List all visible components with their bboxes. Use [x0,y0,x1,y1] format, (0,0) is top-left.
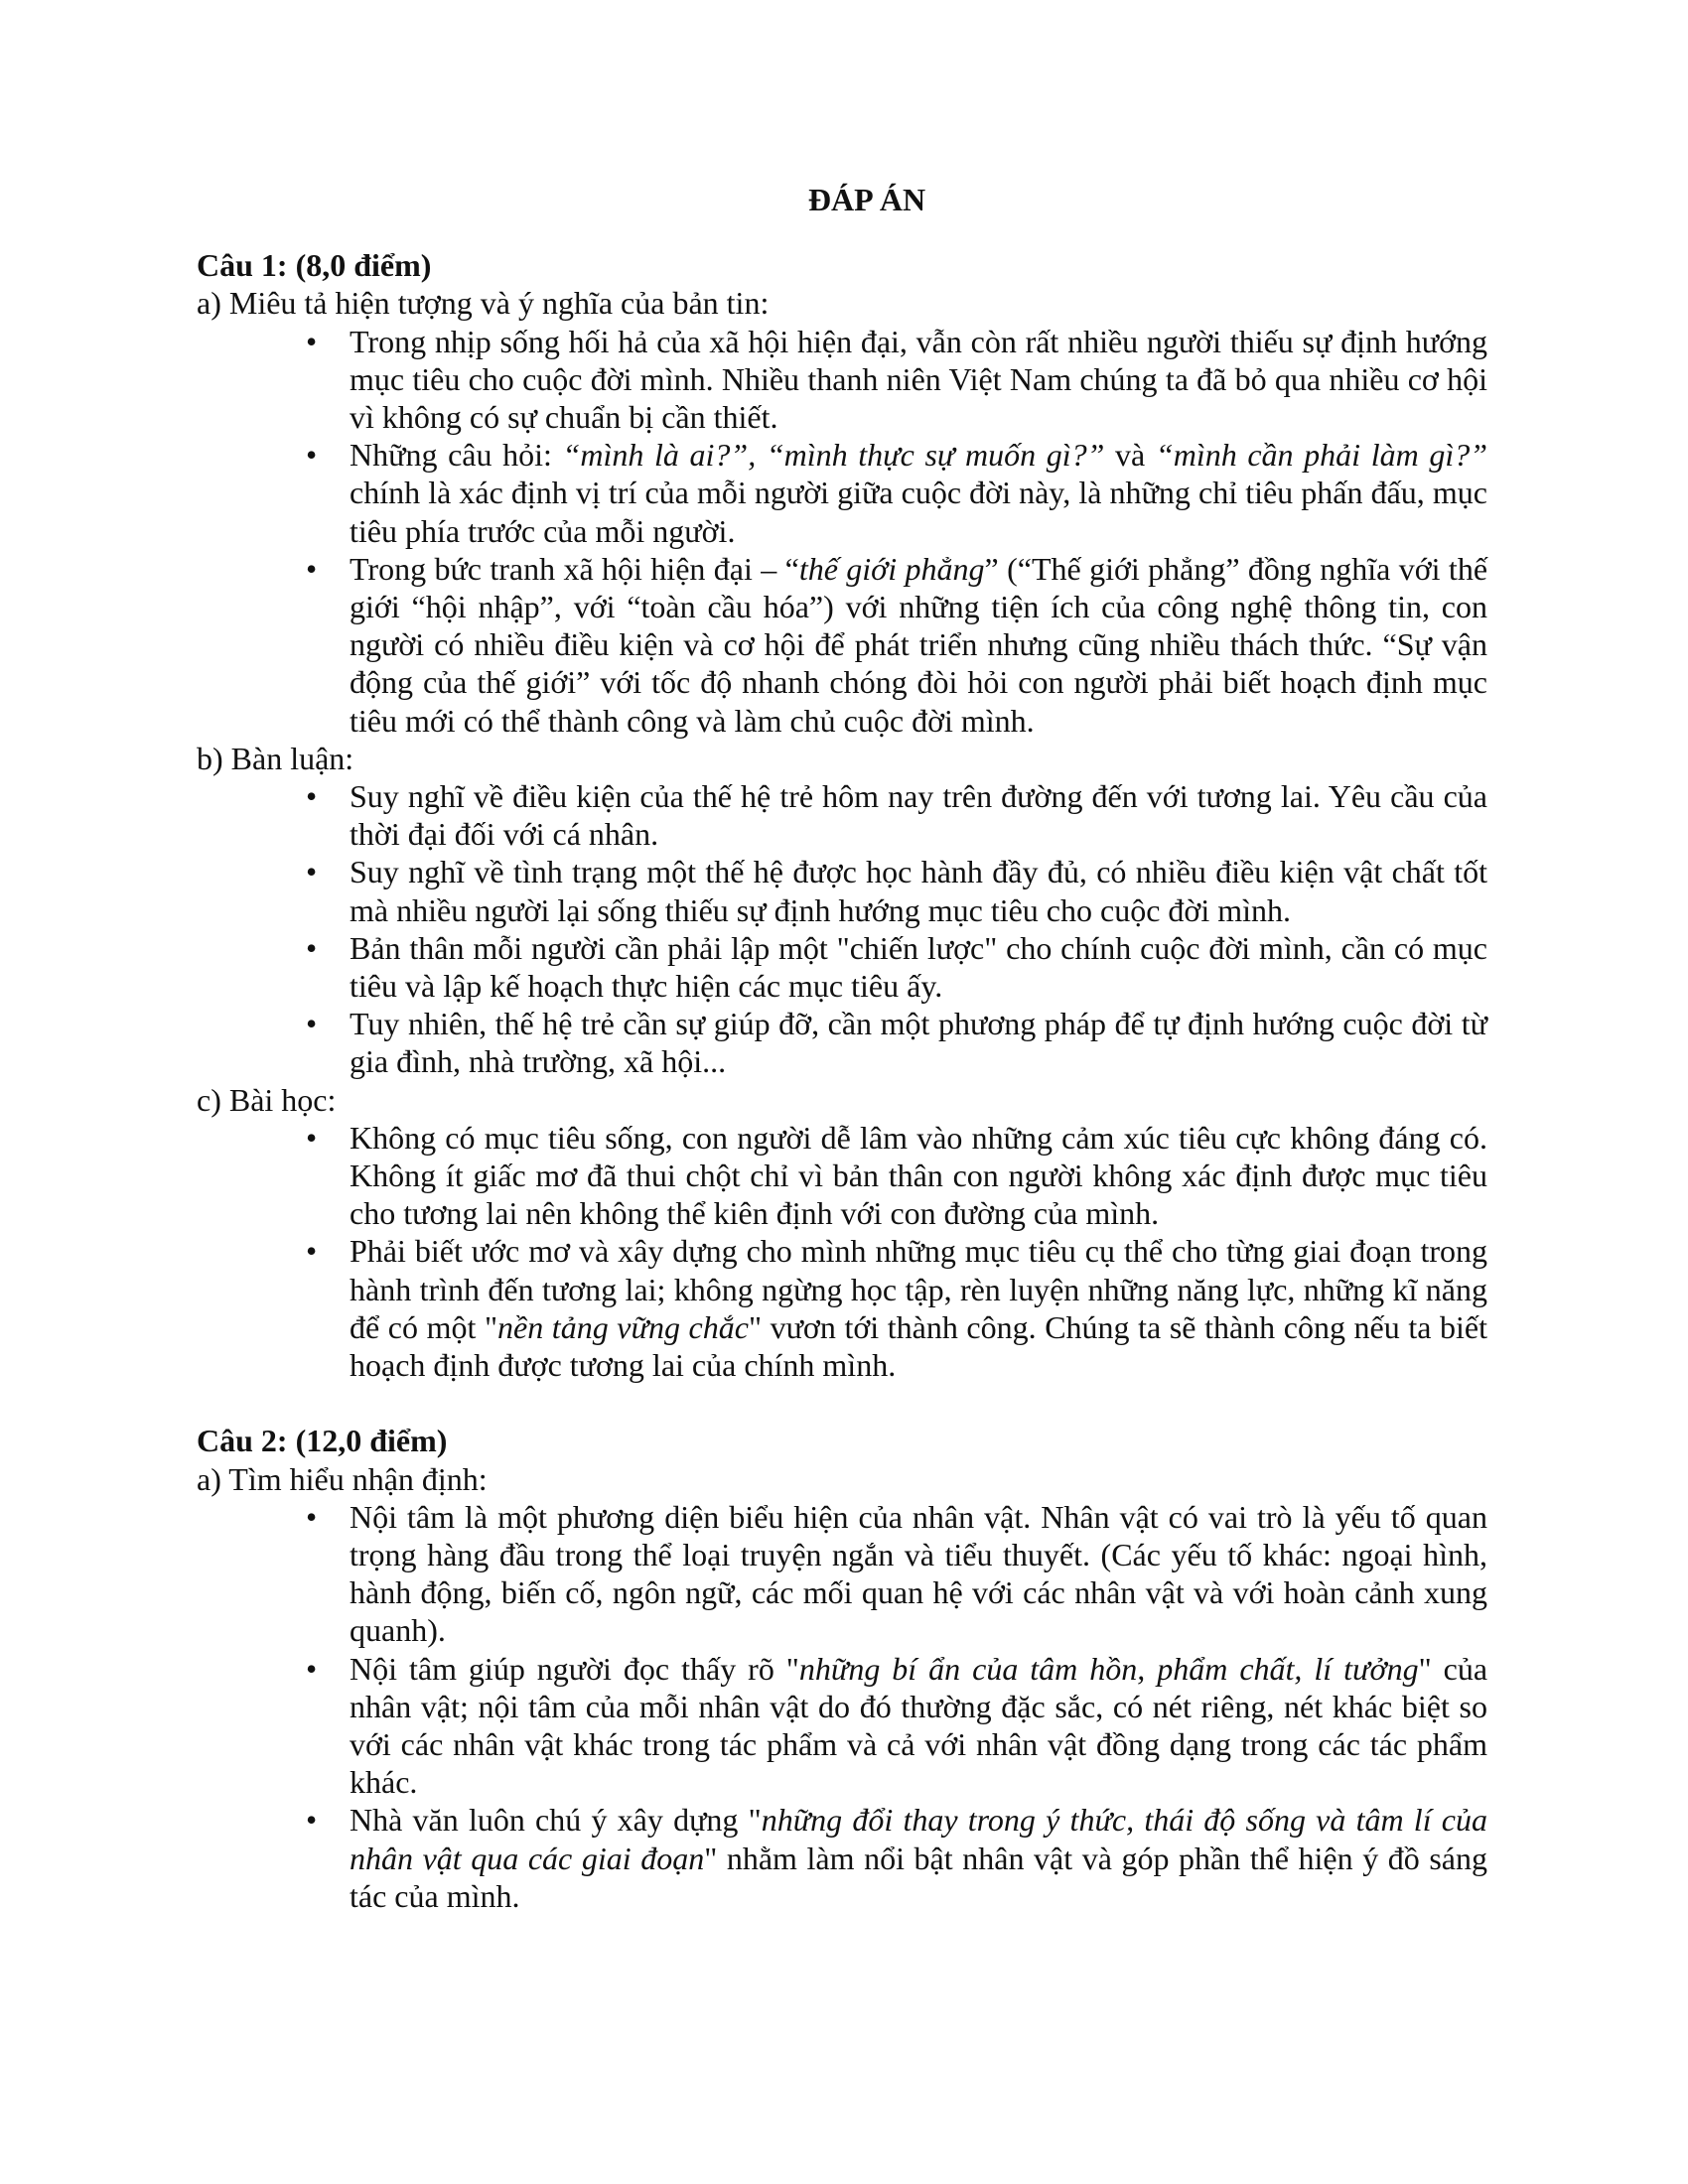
text-run: Nội tâm giúp người đọc thấy rõ " [350,1650,799,1687]
bullet-icon: • [306,1650,318,1687]
bullet-item [306,853,1487,928]
text-run: Trong bức tranh xã hội hiện đại – “ [350,550,799,587]
bullet-icon: • [306,1233,318,1270]
bullet-list [197,1498,1487,1915]
italic-text: những bí ẩn của tâm hồn, phẩm chất, lí tưởng [798,1650,1419,1687]
answer-document [197,181,1487,1915]
italic-text: “mình cần phải làm gì?” [1155,437,1488,474]
page-title: ĐÁP ÁN [807,182,926,217]
bullet-item [306,550,1488,740]
bullet-item [306,1005,1487,1080]
text-run: Suy nghĩ về điều kiện của thế hệ trẻ hôm nay trên đường đến với tương lai. Yêu cầu của thời đại đối với cá nhân. [350,778,1487,853]
bullet-icon: • [306,1802,318,1839]
text-run: ” (“Thế giới phẳng” đồng nghĩa với thế giới “hội nhập”, với “toàn cầu hóa”) với những tiện ích của công nghệ thông tin, con người có nhiều điều kiện và cơ hội để phát triển nhưng cũng nhiều thách thức. “Sự vận động của thế giới” với tốc độ nhanh chóng đòi hỏi con người phải biết hoạch định mục tiêu mới có thể thành công và làm chủ cuộc đời mình. [350,550,1488,739]
text-run: và [1104,437,1156,474]
part-label: c) Bài học: [197,1081,337,1118]
bullet-item [306,1498,1487,1650]
text-run: Bản thân mỗi người cần phải lập một "chiến lược" cho chính cuộc đời mình, cần có mục tiêu và lập kế hoạch thực hiện các mục tiêu ấy. [350,929,1487,1005]
text-run: " nhằm làm nổi bật nhân vật và góp phần thể hiện ý đồ sáng tác của mình. [350,1840,1488,1914]
bullet-icon: • [306,550,318,587]
text-run: Suy nghĩ về tình trạng một thế hệ được học hành đầy đủ, có nhiều điều kiện vật chất tốt mà nhiều người lại sống thiếu sự định hướng mục tiêu cho cuộc đời mình. [350,854,1487,928]
part-label: a) Miêu tả hiện tượng và ý nghĩa của bản tin: [197,285,770,322]
text-run: " của nhân vật; nội tâm của mỗi nhân vật do đó thường đặc sắc, có nét riêng, nét khác biệt so với các nhân vật khác trong tác phẩm và cả với nhân vật đồng dạng trong các tác phẩm khác. [350,1650,1488,1801]
bullet-icon: • [306,1119,318,1156]
bullet-icon: • [306,1498,318,1535]
bullet-item [306,436,1488,550]
text-run: Những câu hỏi: [350,437,563,474]
italic-text: thế giới phẳng [798,550,985,587]
bullet-item [306,1801,1488,1915]
text-run: Không có mục tiêu sống, con người dễ lâm vào những cảm xúc tiêu cực không đáng có. Không ít giấc mơ đã thui chột chỉ vì bản thân con người không xác định được mục tiêu cho tương lai nên không thể kiên định với con đường của mình. [350,1119,1487,1232]
text-run: Trong nhịp sống hối hả của xã hội hiện đại, vẫn còn rất nhiều người thiếu sự định hướng mục tiêu cho cuộc đời mình. Nhiều thanh niên Việt Nam chúng ta đã bỏ qua nhiều cơ hội vì không có sự chuẩn bị cần thiết. [350,323,1487,436]
italic-text: “mình là ai?”, “mình thực sự muốn gì?” [562,437,1105,474]
bullet-item [306,929,1487,1005]
text-run: " vươn tới thành công. Chúng ta sẽ thành công nếu ta biết hoạch định được tương lai của chính mình. [350,1308,1488,1384]
question-heading: Câu 2: (12,0 điểm) [197,1423,448,1459]
bullet-item [306,777,1487,853]
bullet-icon: • [306,437,318,474]
bullet-list [197,1119,1487,1384]
bullet-icon: • [306,778,318,815]
text-run: Tuy nhiên, thế hệ trẻ cần sự giúp đỡ, cần một phương pháp để tự định hướng cuộc đời từ gia đình, nhà trường, xã hội... [350,1006,1487,1080]
text-run: Phải biết ước mơ và xây dựng cho mình những mục tiêu cụ thể cho từng giai đoạn trong hành trình đến tương lai; không ngừng học tập, rèn luyện những năng lực, những kĩ năng để có một " [350,1233,1487,1345]
bullet-icon: • [306,323,318,359]
sections-container [197,246,1487,1915]
bullet-icon: • [306,929,318,966]
part-label: b) Bàn luận: [197,740,354,776]
question-heading: Câu 1: (8,0 điểm) [197,247,432,284]
bullet-icon: • [306,854,318,890]
section-spacer [197,1384,1487,1422]
text-run: Nhà văn luôn chú ý xây dựng " [350,1802,762,1839]
bullet-item [306,1232,1488,1384]
bullet-item [306,323,1487,437]
bullet-list [197,777,1487,1081]
part-label: a) Tìm hiểu nhận định: [197,1460,488,1497]
bullet-list [197,323,1487,740]
italic-text: những đổi thay trong ý thức, thái độ sống và tâm lí của nhân vật qua các giai đoạn [350,1802,1488,1876]
text-run: chính là xác định vị trí của mỗi người giữa cuộc đời này, là những chỉ tiêu phấn đấu, mục tiêu phía trước của mỗi người. [350,475,1487,549]
text-run: Nội tâm là một phương diện biểu hiện của nhân vật. Nhân vật có vai trò là yếu tố quan trọng hàng đầu trong thể loại truyện ngắn và tiểu thuyết. (Các yếu tố khác: ngoại hình, hành động, biến cố, ngôn ngữ, các mối quan hệ với các nhân vật và với hoàn cảnh xung quanh). [350,1498,1487,1649]
bullet-item [306,1650,1488,1802]
italic-text: nền tảng vững chắc [497,1308,749,1345]
bullet-icon: • [306,1006,318,1042]
bullet-item [306,1119,1487,1233]
